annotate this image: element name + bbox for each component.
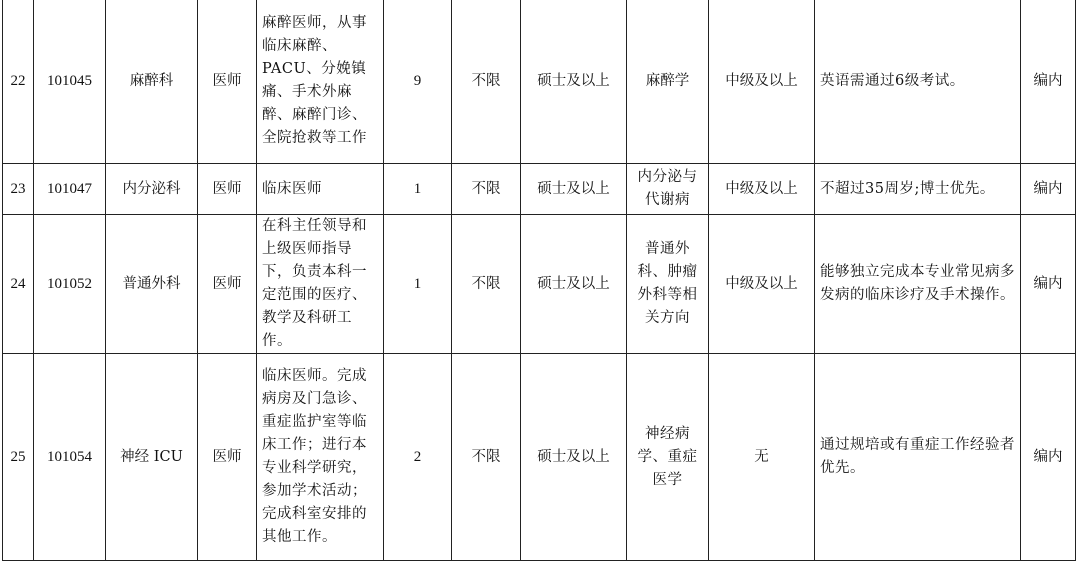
- age-requirement: 不限: [452, 164, 521, 215]
- age-requirement: 不限: [452, 0, 521, 164]
- hire-count: 2: [384, 354, 452, 561]
- age-requirement: 不限: [452, 215, 521, 354]
- duties: 麻醉医师，从事临床麻醉、PACU、分娩镇痛、手术外麻醉、麻醉门诊、全院抢救等工作: [257, 0, 384, 164]
- recruitment-table: [2, 0, 1076, 561]
- other-requirements: 英语需通过6级考试。: [815, 0, 1021, 164]
- staffing-type: 编内: [1021, 215, 1076, 354]
- row-number: 23: [3, 164, 34, 215]
- position: 医师: [198, 215, 257, 354]
- staffing-type: 编内: [1021, 0, 1076, 164]
- other-requirements: 通过规培或有重症工作经验者优先。: [815, 354, 1021, 561]
- staffing-type: 编内: [1021, 354, 1076, 561]
- position: 医师: [198, 0, 257, 164]
- major-requirement: 神经病学、重症医学: [627, 354, 709, 561]
- major-requirement: 普通外科、肿瘤外科等相关方向: [627, 215, 709, 354]
- position-code: 101047: [34, 164, 106, 215]
- age-requirement: 不限: [452, 354, 521, 561]
- department: 神经 ICU: [106, 354, 198, 561]
- department: 麻醉科: [106, 0, 198, 164]
- education-requirement: 硕士及以上: [521, 164, 627, 215]
- staffing-type: 编内: [1021, 164, 1076, 215]
- title-requirement: 无: [709, 354, 815, 561]
- table-row: [3, 0, 1076, 164]
- row-number: 25: [3, 354, 34, 561]
- position: 医师: [198, 164, 257, 215]
- other-requirements: 能够独立完成本专业常见病多发病的临床诊疗及手术操作。: [815, 215, 1021, 354]
- major-requirement: 内分泌与代谢病: [627, 164, 709, 215]
- title-requirement: 中级及以上: [709, 215, 815, 354]
- row-number: 22: [3, 0, 34, 164]
- department: 普通外科: [106, 215, 198, 354]
- position-code: 101045: [34, 0, 106, 164]
- position: 医师: [198, 354, 257, 561]
- education-requirement: 硕士及以上: [521, 0, 627, 164]
- position-code: 101054: [34, 354, 106, 561]
- title-requirement: 中级及以上: [709, 164, 815, 215]
- table-row: [3, 354, 1076, 561]
- duties: 临床医师: [257, 164, 384, 215]
- education-requirement: 硕士及以上: [521, 215, 627, 354]
- hire-count: 1: [384, 215, 452, 354]
- row-number: 24: [3, 215, 34, 354]
- major-requirement: 麻醉学: [627, 0, 709, 164]
- table-row: [3, 164, 1076, 215]
- title-requirement: 中级及以上: [709, 0, 815, 164]
- education-requirement: 硕士及以上: [521, 354, 627, 561]
- department: 内分泌科: [106, 164, 198, 215]
- hire-count: 1: [384, 164, 452, 215]
- position-code: 101052: [34, 215, 106, 354]
- duties: 临床医师。完成病房及门急诊、重症监护室等临床工作；进行本专业科学研究，参加学术活动； 完成科室安排的其他工作。: [257, 354, 384, 561]
- table-row: [3, 215, 1076, 354]
- other-requirements: 不超过35周岁;博士优先。: [815, 164, 1021, 215]
- hire-count: 9: [384, 0, 452, 164]
- duties: 在科主任领导和上级医师指导下，负责本科一定范围的医疗、教学及科研工作。: [257, 215, 384, 354]
